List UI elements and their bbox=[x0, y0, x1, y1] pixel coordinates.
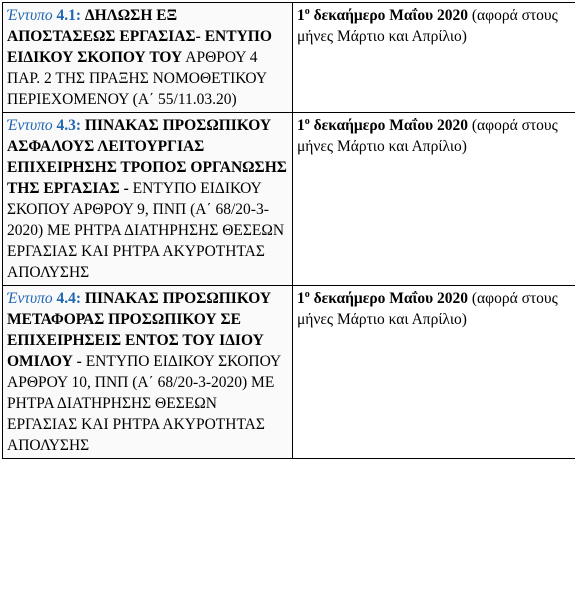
table-row bbox=[3, 3, 575, 113]
form-code-colon: : bbox=[75, 7, 82, 24]
form-code-number: 4.3 bbox=[56, 117, 76, 134]
deadline-period: δεκαήμερο Μαΐου 2020 bbox=[309, 290, 468, 307]
form-title-rest: ΑΡΘΡΟΥ 4 ΠΑΡ. 2 ΤΗΣ ΠΡΑΞΗΣ ΝΟΜΟΘΕΤΙΚΟΥ ΠΕΡΙΕΧΟΜΕΝΟΥ (Α΄ 55/11.03.20) bbox=[7, 49, 267, 108]
form-code-colon: : bbox=[75, 117, 82, 134]
deadline-note: (αφορά στους μήνες Μάρτιο και Απρίλιο) bbox=[297, 7, 558, 45]
form-code-colon: : bbox=[75, 290, 82, 307]
form-description-cell bbox=[3, 3, 293, 113]
deadline-cell bbox=[293, 3, 575, 113]
form-title-rest: ΕΝΤΥΠΟ ΕΙΔΙΚΟΥ ΣΚΟΠΟΥ ΑΡΘΡΟΥ 10, ΠΝΠ (Α΄ 68/20-3-2020) ΜΕ ΡΗΤΡΑ ΔΙΑΤΗΡΗΣΗΣ ΘΕΣΕΩΝ ΕΡΓΑΣΙΑΣ ΚΑΙ ΡΗΤΡΑ ΑΚΥΡΟΤΗΤΑΣ ΑΠΟΛΥΣΗΣ bbox=[7, 353, 281, 454]
deadline-cell bbox=[293, 113, 575, 286]
deadline-period: δεκαήμερο Μαΐου 2020 bbox=[309, 117, 468, 134]
form-code-number: 4.4 bbox=[56, 290, 76, 307]
form-title-bold: ΔΗΛΩΣΗ ΕΞ ΑΠΟΣΤΑΣΕΩΣ ΕΡΓΑΣΙΑΣ- ΕΝΤΥΠΟ ΕΙΔΙΚΟΥ ΣΚΟΠΟΥ ΤΟΥ bbox=[7, 7, 272, 66]
deadline-cell bbox=[293, 286, 575, 459]
form-code-prefix: Έντυπο bbox=[7, 7, 57, 24]
form-description-cell bbox=[3, 286, 293, 459]
deadline-number: 1 bbox=[297, 117, 305, 134]
deadline-ordinal: ο bbox=[304, 5, 310, 17]
deadline-number: 1 bbox=[297, 7, 305, 24]
form-description-cell bbox=[3, 113, 293, 286]
deadline-period: δεκαήμερο Μαΐου 2020 bbox=[309, 7, 468, 24]
table-row bbox=[3, 286, 575, 459]
deadline-ordinal: ο bbox=[304, 115, 310, 127]
deadline-ordinal: ο bbox=[304, 288, 310, 300]
deadline-note: (αφορά στους μήνες Μάρτιο και Απρίλιο) bbox=[297, 290, 558, 328]
deadline-note: (αφορά στους μήνες Μάρτιο και Απρίλιο) bbox=[297, 117, 558, 155]
form-code-number: 4.1 bbox=[56, 7, 76, 24]
form-code-prefix: Έντυπο bbox=[7, 117, 57, 134]
deadline-number: 1 bbox=[297, 290, 305, 307]
form-code-prefix: Έντυπο bbox=[7, 290, 57, 307]
table-row bbox=[3, 113, 575, 286]
forms-deadline-table bbox=[2, 2, 575, 459]
form-title-bold: ΠΙΝΑΚΑΣ ΠΡΟΣΩΠΙΚΟΥ ΑΣΦΑΛΟΥΣ ΛΕΙΤΟΥΡΓΙΑΣ ΕΠΙΧΕΙΡΗΣΗΣ ΤΡΟΠΟΣ ΟΡΓΑΝΩΣΗΣ ΤΗΣ ΕΡΓΑΣΙΑΣ - bbox=[7, 117, 287, 197]
form-title-bold: ΠΙΝΑΚΑΣ ΠΡΟΣΩΠΙΚΟΥ ΜΕΤΑΦΟΡΑΣ ΠΡΟΣΩΠΙΚΟΥ ΣΕ ΕΠΙΧΕΙΡΗΣΕΙΣ ΕΝΤΟΣ ΤΟΥ ΙΔΙΟΥ ΟΜΙΛΟΥ - bbox=[7, 290, 272, 370]
form-title-rest: ΕΝΤΥΠΟ ΕΙΔΙΚΟΥ ΣΚΟΠΟΥ ΑΡΘΡΟΥ 9, ΠΝΠ (Α΄ 68/20-3-2020) ΜΕ ΡΗΤΡΑ ΔΙΑΤΗΡΗΣΗΣ ΘΕΣΕΩΝ ΕΡΓΑΣΙΑΣ ΚΑΙ ΡΗΤΡΑ ΑΚΥΡΟΤΗΤΑΣ ΑΠΟΛΥΣΗΣ bbox=[7, 180, 285, 281]
